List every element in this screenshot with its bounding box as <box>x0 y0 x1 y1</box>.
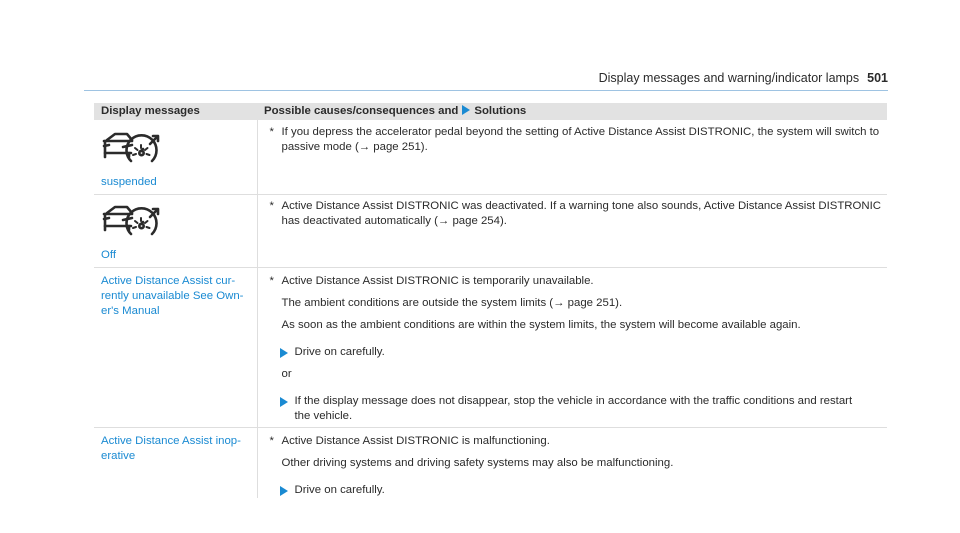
page-number: 501 <box>867 71 888 85</box>
cause-bullet <box>258 434 888 449</box>
cause-bullet <box>258 274 888 289</box>
cause-text: Active Distance Assist DISTRONIC is temporarily unavailable. <box>281 275 594 287</box>
cause-text: If you depress the accelerator pedal beyond the setting of Active Distance Assist DISTRONIC, the system will switch to passive mode (→ page 251). <box>281 126 880 153</box>
cause-detail: The ambient conditions are outside the system limits (→ page 251). <box>281 297 623 309</box>
table-row <box>94 120 887 195</box>
table-row <box>94 268 887 428</box>
running-header <box>599 71 888 85</box>
header-rule <box>84 90 888 91</box>
message-off: Off <box>101 249 116 261</box>
table-row <box>94 195 887 268</box>
solution-step: Drive on carefully. <box>258 483 888 498</box>
solution-step: If the display message does not disappear, stop the vehicle in accordance with the traffic conditions and restart the vehicle. <box>258 394 888 424</box>
or-text: or <box>281 368 292 380</box>
table-row <box>94 428 887 499</box>
step-arrow-icon <box>280 397 288 407</box>
col-header-display-messages: Display messages <box>94 103 257 120</box>
distronic-gauge-icon <box>101 202 257 240</box>
bullet-star: * <box>269 200 274 212</box>
table-header-row <box>94 103 887 120</box>
cause-text: Active Distance Assist DISTRONIC was deactivated. If a warning tone also sounds, Active Distance Assist DISTRONIC has deactivated automatically (→ page 254). <box>281 200 882 227</box>
distronic-gauge-icon <box>101 129 257 167</box>
col-header-causes-solutions <box>257 103 887 120</box>
message-inoperative: Active Distance Assist inop- erative <box>101 435 241 462</box>
cause-detail: Other driving systems and driving safety systems may also be malfunctioning. <box>281 457 674 469</box>
cause-bullet <box>258 199 888 229</box>
bullet-star: * <box>269 435 274 447</box>
col-header-causes: Possible causes/consequences and <box>264 105 459 117</box>
solution-arrow-icon <box>462 105 470 115</box>
bullet-star: * <box>269 275 274 287</box>
cause-text: Active Distance Assist DISTRONIC is malfunctioning. <box>281 435 550 447</box>
step-arrow-icon <box>280 348 288 358</box>
message-suspended: suspended <box>101 176 157 188</box>
bullet-star: * <box>269 126 274 138</box>
message-currently-unavailable: Active Distance Assist cur- rently unavailable See Own- er's Manual <box>101 275 244 317</box>
cause-bullet <box>258 125 888 155</box>
cause-detail: As soon as the ambient conditions are within the system limits, the system will become available again. <box>281 319 801 331</box>
solution-step: Drive on carefully. <box>258 345 888 360</box>
step-arrow-icon <box>280 486 288 496</box>
header-title: Display messages and warning/indicator lamps <box>598 71 860 85</box>
display-messages-table <box>94 103 887 498</box>
col-header-solutions: Solutions <box>474 105 527 117</box>
